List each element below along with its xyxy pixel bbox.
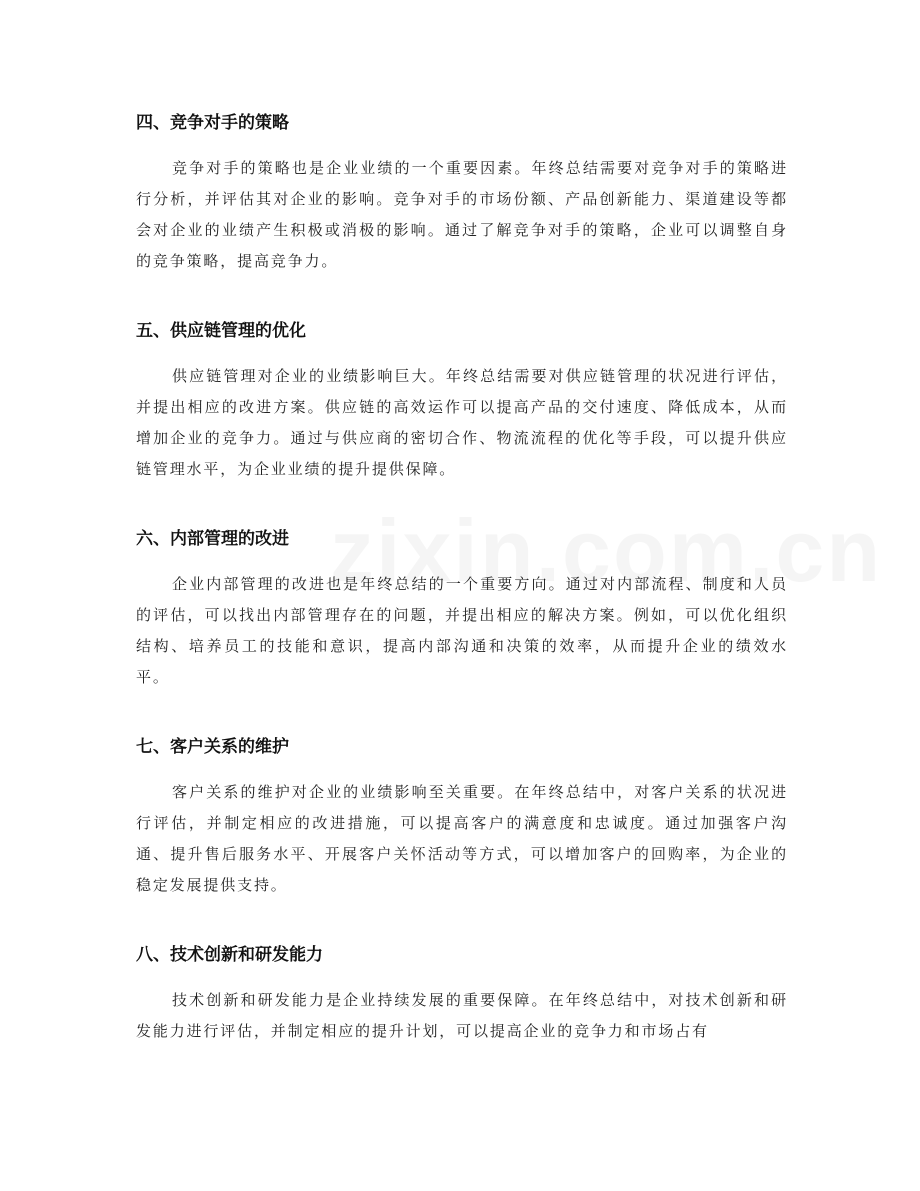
section-paragraph: 技术创新和研发能力是企业持续发展的重要保障。在年终总结中，对技术创新和研发能力进行评估，并制定相应的提升计划，可以提高企业的竞争力和市场占有 bbox=[136, 991, 788, 1040]
section-heading: 六、内部管理的改进 bbox=[136, 529, 289, 549]
section-paragraph: 竞争对手的策略也是企业业绩的一个重要因素。年终总结需要对竞争对手的策略进行分析，并评估其对企业的影响。竞争对手的市场份额、产品创新能力、渠道建设等都会对企业的业绩产生积极或消极的影响。通过了解竞争对手的策略，企业可以调整自身的竞争策略，提高竞争力。 bbox=[136, 159, 788, 270]
section-heading: 七、客户关系的维护 bbox=[136, 737, 289, 757]
section-heading: 四、竞争对手的策略 bbox=[136, 113, 289, 133]
section-paragraph: 企业内部管理的改进也是年终总结的一个重要方向。通过对内部流程、制度和人员的评估，可以找出内部管理存在的问题，并提出相应的解决方案。例如，可以优化组织结构、培养员工的技能和意识，提高内部沟通和决策的效率，从而提升企业的绩效水平。 bbox=[136, 575, 788, 686]
section-tech-innovation bbox=[136, 944, 788, 1047]
section-competitor-strategy bbox=[136, 112, 788, 277]
section-supply-chain bbox=[136, 320, 788, 485]
section-internal-management bbox=[136, 528, 788, 693]
section-paragraph: 供应链管理对企业的业绩影响巨大。年终总结需要对供应链管理的状况进行评估，并提出相应的改进方案。供应链的高效运作可以提高产品的交付速度、降低成本，从而增加企业的竞争力。通过与供应商的密切合作、物流流程的优化等手段，可以提升供应链管理水平，为企业业绩的提升提供保障。 bbox=[136, 367, 788, 478]
section-customer-relations bbox=[136, 736, 788, 901]
section-heading: 八、技术创新和研发能力 bbox=[136, 945, 323, 965]
section-paragraph: 客户关系的维护对企业的业绩影响至关重要。在年终总结中，对客户关系的状况进行评估，并制定相应的改进措施，可以提高客户的满意度和忠诚度。通过加强客户沟通、提升售后服务水平、开展客户关怀活动等方式，可以增加客户的回购率，为企业的稳定发展提供支持。 bbox=[136, 783, 788, 894]
section-heading: 五、供应链管理的优化 bbox=[136, 321, 306, 341]
